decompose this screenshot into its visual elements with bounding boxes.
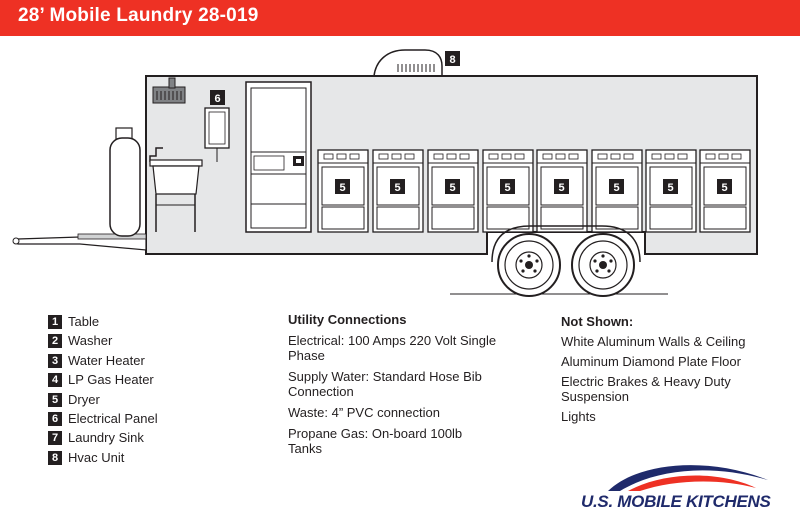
not-shown-item: Lights — [561, 409, 596, 424]
dryer — [483, 150, 533, 232]
callout-electrical-panel — [210, 90, 225, 105]
legend-label: Laundry Sink — [68, 430, 144, 446]
legend-number: 8 — [48, 451, 62, 465]
legend-number: 2 — [48, 334, 62, 348]
legend-number: 5 — [48, 393, 62, 407]
dryer — [700, 150, 750, 232]
page-title: 28’ Mobile Laundry 28-019 — [18, 5, 259, 26]
wheel-rear — [572, 234, 634, 296]
legend-number: 7 — [48, 431, 62, 445]
logo-text: U.S. MOBILE KITCHENS — [581, 492, 771, 511]
utility-item: Supply Water: Standard Hose Bib Connection — [288, 369, 482, 399]
propane-tank — [110, 128, 140, 236]
wheel-front — [498, 234, 560, 296]
svg-text:5: 5 — [339, 182, 346, 194]
trailer-diagram — [0, 36, 800, 306]
dryer — [646, 150, 696, 232]
legend-number: 3 — [48, 354, 62, 368]
svg-text:8: 8 — [449, 54, 456, 66]
svg-text:5: 5 — [558, 182, 565, 194]
title-bar — [0, 0, 800, 36]
legend-label: Water Heater — [68, 352, 145, 368]
svg-text:5: 5 — [721, 182, 728, 194]
legend-number: 6 — [48, 412, 62, 426]
dryer — [592, 150, 642, 232]
svg-text:5: 5 — [449, 182, 456, 194]
not-shown-list — [561, 314, 776, 429]
utility-connections — [288, 312, 498, 462]
hvac-unit — [374, 50, 442, 76]
not-shown-item: Aluminum Diamond Plate Floor — [561, 354, 741, 369]
svg-text:5: 5 — [394, 182, 401, 194]
rear-door — [246, 82, 311, 232]
utility-item: Propane Gas: On-board 100lb Tanks — [288, 426, 463, 456]
legend-label: Washer — [68, 333, 113, 349]
dryer — [428, 150, 478, 232]
legend-label: Hvac Unit — [68, 449, 125, 465]
company-logo — [578, 458, 788, 518]
svg-text:6: 6 — [214, 93, 221, 105]
legend-label: Dryer — [68, 391, 100, 407]
dryer — [373, 150, 423, 232]
callout-hvac — [445, 51, 460, 66]
legend-label: Table — [68, 314, 100, 329]
utility-item: Waste: 4” PVC connection — [288, 405, 440, 420]
not-shown-title: Not Shown: — [561, 314, 634, 329]
logo-swoosh-icon — [578, 458, 788, 494]
not-shown-item: White Aluminum Walls & Ceiling — [561, 334, 746, 349]
legend-number: 1 — [48, 315, 62, 329]
legend-label: LP Gas Heater — [68, 372, 154, 388]
utility-item: Electrical: 100 Amps 220 Volt Single Phase — [288, 333, 497, 363]
utility-title: Utility Connections — [288, 312, 407, 327]
legend-number: 4 — [48, 373, 62, 387]
dryer — [318, 150, 368, 232]
svg-text:5: 5 — [667, 182, 674, 194]
dryer — [537, 150, 587, 232]
svg-text:5: 5 — [613, 182, 620, 194]
svg-text:5: 5 — [504, 182, 511, 194]
not-shown-item: Electric Brakes & Heavy Duty Suspension — [561, 374, 731, 404]
legend-label: Electrical Panel — [68, 410, 158, 426]
